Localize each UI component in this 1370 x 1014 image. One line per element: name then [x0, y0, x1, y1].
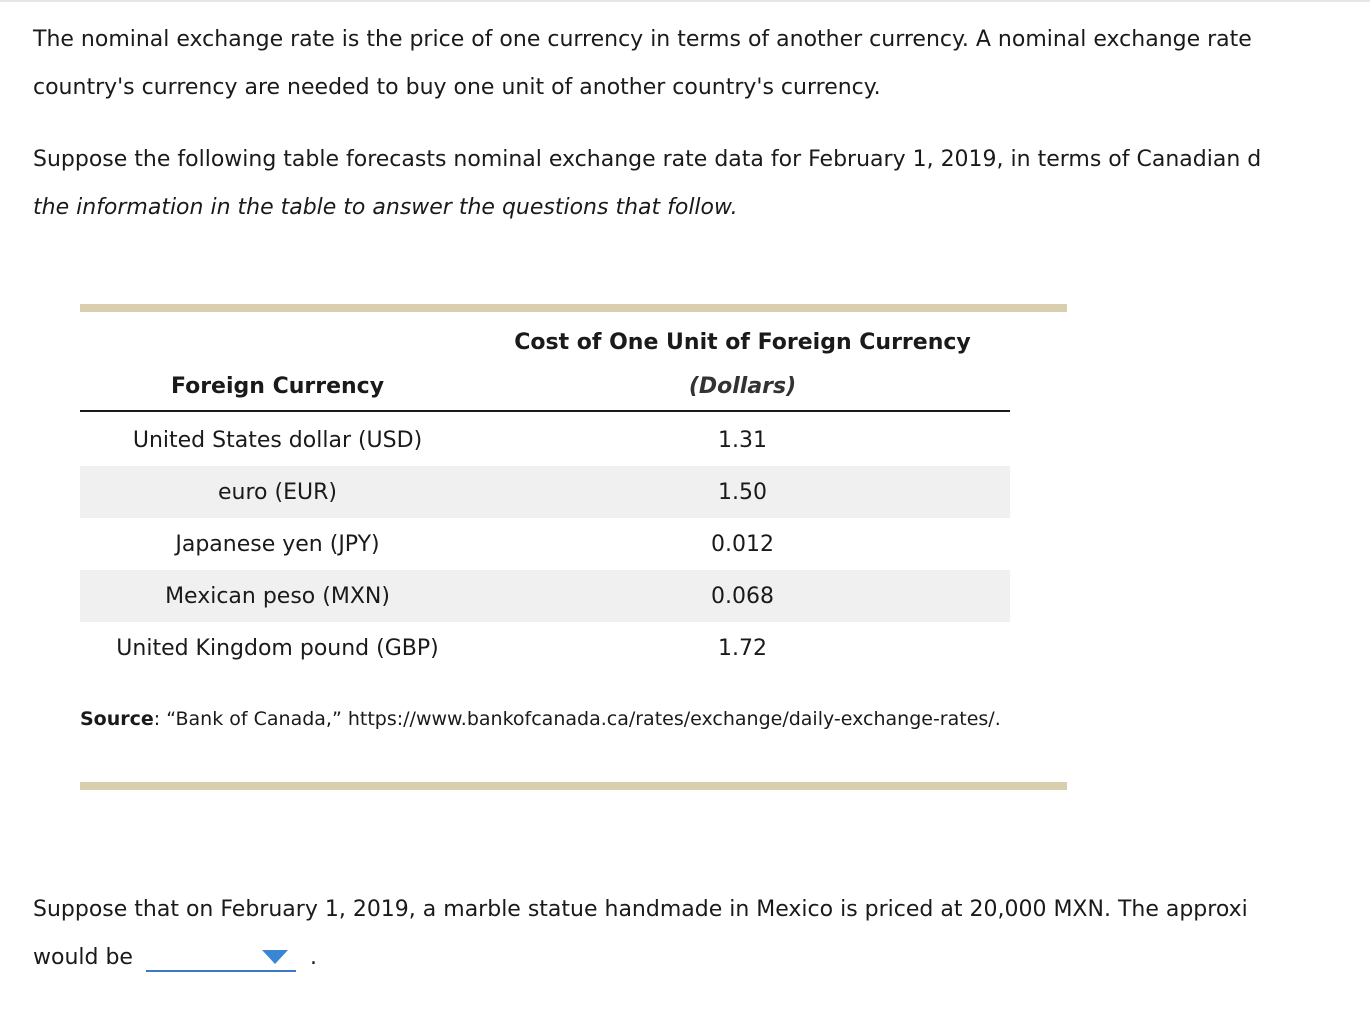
- question-paragraph: [33, 886, 1370, 982]
- currency-column-header: Foreign Currency: [170, 374, 385, 399]
- table-row: [80, 518, 1010, 570]
- currency-cell: Japanese yen (JPY): [175, 531, 380, 557]
- chevron-down-icon: [262, 950, 288, 964]
- question-suffix: .: [309, 945, 317, 970]
- currency-cell: United States dollar (USD): [132, 427, 423, 453]
- cost-column-header: Cost of One Unit of Foreign Currency: [514, 330, 971, 355]
- table-row: [80, 414, 1010, 466]
- intro-line-1: The nominal exchange rate is the price of one currency in terms of another currency. A nominal exchange rate: [33, 27, 1252, 52]
- cost-cell: 1.72: [718, 635, 767, 661]
- intro-line-2: country's currency are needed to buy one unit of another country's currency.: [33, 75, 881, 100]
- setup-line-2: the information in the table to answer the questions that follow.: [33, 195, 738, 220]
- table-row: [80, 622, 1010, 674]
- setup-line-1: Suppose the following table forecasts nominal exchange rate data for February 1, 2019, in terms of Canadian d: [33, 147, 1262, 172]
- intro-paragraph: [33, 16, 1370, 112]
- top-divider: [0, 0, 1370, 2]
- answer-dropdown[interactable]: [146, 940, 296, 972]
- header-underline: [80, 410, 1010, 412]
- cost-cell: 1.31: [718, 427, 767, 453]
- cost-cell: 0.068: [711, 583, 774, 609]
- cost-cell: 1.50: [718, 479, 767, 505]
- cost-column-unit: (Dollars): [688, 374, 797, 399]
- question-line-1: Suppose that on February 1, 2019, a marble statue handmade in Mexico is priced at 20,000 MXN. The approxi: [33, 897, 1248, 922]
- setup-paragraph: [33, 136, 1370, 232]
- table-row: [80, 466, 1010, 518]
- table-source: [80, 708, 1001, 730]
- currency-cell: euro (EUR): [218, 479, 337, 505]
- exchange-rate-table: [80, 414, 1010, 674]
- table-top-rule: [80, 304, 1067, 312]
- table-bottom-rule: [80, 782, 1067, 790]
- source-label: Source: [80, 708, 154, 730]
- source-text: : “Bank of Canada,” https://www.bankofcanada.ca/rates/exchange/daily-exchange-rates/.: [153, 708, 1001, 730]
- cost-cell: 0.012: [711, 531, 774, 557]
- question-prefix: would be: [33, 945, 133, 970]
- table-row: [80, 570, 1010, 622]
- currency-cell: United Kingdom pound (GBP): [116, 635, 439, 661]
- currency-cell: Mexican peso (MXN): [165, 583, 390, 609]
